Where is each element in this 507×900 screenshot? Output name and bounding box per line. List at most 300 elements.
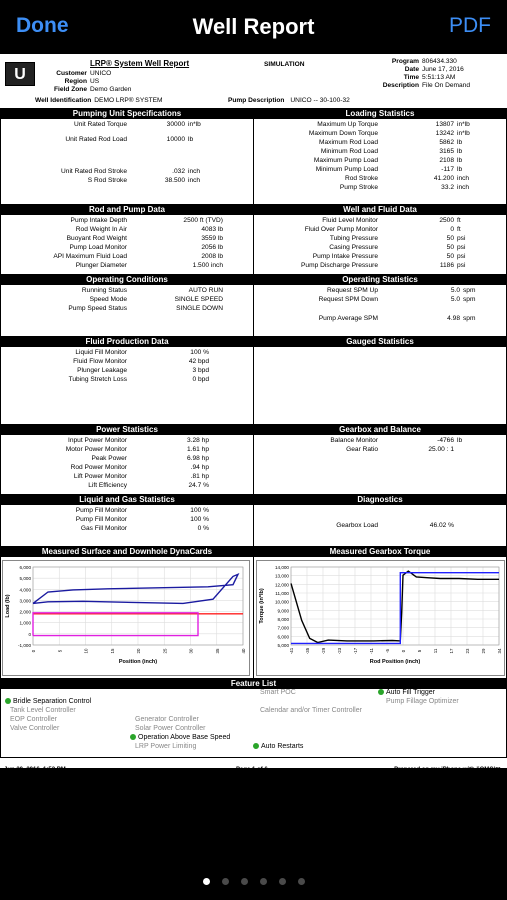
kv-row: [1, 261, 253, 270]
kv-label: Speed Mode: [89, 296, 127, 303]
kv-row: [254, 234, 506, 243]
kv-row: [254, 314, 506, 323]
kv-row: [254, 216, 506, 225]
customer-value: UNICO: [90, 70, 112, 77]
kv-row: [1, 445, 253, 454]
kv-value: 2108: [439, 157, 454, 164]
page-dot[interactable]: [279, 878, 286, 885]
kv-row: [254, 286, 506, 295]
page-control[interactable]: [0, 860, 507, 900]
page-dot[interactable]: [260, 878, 267, 885]
footer-page: Page 1 of 6: [236, 767, 268, 773]
loading-stats-section: [253, 108, 507, 204]
kv-row: [254, 261, 506, 270]
kv-unit: lb: [457, 139, 463, 146]
kv-value: SINGLE DOWN: [176, 305, 223, 312]
kv-value: -117: [441, 166, 454, 173]
kv-value: 3559 lb: [201, 235, 223, 242]
kv-value: 1.61 hp: [187, 446, 209, 453]
feature-item: [10, 724, 59, 733]
page-dot-active[interactable]: [203, 878, 210, 885]
well-id: [35, 96, 163, 105]
kv-row: [1, 234, 253, 243]
x-tick-label: 17: [449, 648, 454, 654]
kv-label: Casing Pressure: [329, 244, 378, 251]
y-tick-label: -1,000: [17, 643, 31, 648]
kv-value: 3 bpd: [192, 367, 209, 374]
op-conditions-title: Operating Conditions: [1, 274, 253, 285]
kv-label: Pump Average SPM: [318, 315, 378, 322]
kv-value: .81 hp: [190, 473, 209, 480]
op-conditions-section: [0, 274, 254, 336]
kv-label: Minimum Rod Load: [320, 148, 378, 155]
kv-row: [1, 348, 253, 357]
fluid-production-rows: [1, 347, 253, 384]
kv-label: Maximum Up Torque: [317, 121, 378, 128]
kv-label: Pump Intake Depth: [70, 217, 127, 224]
pump-label: Pump Description: [228, 97, 285, 104]
feature-item: [260, 706, 362, 715]
gauged-stats-title: Gauged Statistics: [254, 336, 506, 347]
feature-label: EOP Controller: [10, 716, 57, 723]
time-label: Time: [403, 74, 419, 81]
kv-label: Unit Rated Rod Load: [65, 136, 127, 143]
kv-label: Liquid Fill Monitor: [75, 349, 127, 356]
kv-value: 100 %: [190, 507, 209, 514]
kv-value: 1.500 inch: [192, 262, 223, 269]
kv-row: [254, 174, 506, 183]
page-dot[interactable]: [298, 878, 305, 885]
kv-row: [1, 216, 253, 225]
kv-label: API Maximum Fluid Load: [53, 253, 127, 260]
y-tick-label: 5,000: [19, 576, 31, 582]
kv-label: Rod Power Monitor: [70, 464, 127, 471]
kv-value: 38.500: [164, 177, 185, 184]
kv-unit: ft: [457, 226, 461, 233]
check-icon: [130, 734, 136, 740]
y-tick-label: 6,000: [19, 565, 31, 570]
kv-unit: in*lb: [457, 130, 470, 137]
description-value: File On Demand: [422, 82, 471, 89]
op-conditions-rows: [1, 285, 253, 313]
y-tick-label: 12,000: [274, 582, 289, 588]
kv-value: 2008 lb: [201, 253, 223, 260]
program-value: 806434.330: [422, 58, 457, 65]
kv-value: 13242: [435, 130, 454, 137]
unico-logo: U: [5, 62, 35, 86]
page-dot[interactable]: [222, 878, 229, 885]
kv-label: Pump Fill Monitor: [75, 507, 127, 514]
kv-value: 2056 lb: [201, 244, 223, 251]
kv-value: 4.98: [447, 315, 460, 322]
kv-value: 13807: [435, 121, 454, 128]
page-dots[interactable]: [0, 872, 507, 890]
kv-label: Rod Weight In Air: [75, 226, 127, 233]
kv-label: Request SPM Down: [318, 296, 378, 303]
well-fluid-section: [253, 204, 507, 274]
kv-row: [1, 243, 253, 252]
kv-label: Plunger Leakage: [77, 367, 127, 374]
kv-label: Motor Power Monitor: [65, 446, 127, 453]
y-tick-label: 3,000: [19, 598, 31, 604]
kv-value: 5.0: [450, 296, 460, 303]
x-tick-label: -5: [385, 649, 390, 653]
kv-unit: inch: [188, 168, 201, 175]
kv-value: -4766: [437, 437, 454, 444]
x-tick-label: 30: [188, 648, 194, 654]
kv-row: [1, 286, 253, 295]
kv-unit: psi: [457, 235, 466, 242]
kv-row: [254, 243, 506, 252]
kv-label: Maximum Rod Load: [318, 139, 378, 146]
kv-unit: spm: [463, 287, 476, 294]
kv-value: 24.7 %: [188, 482, 209, 489]
dynacard-plot: [3, 561, 249, 675]
kv-label: Lift Efficiency: [88, 482, 127, 489]
feature-label: Auto Fill Trigger: [386, 689, 436, 696]
gearbox-rows: [254, 435, 506, 454]
kv-unit: [454, 445, 457, 454]
kv-row: [1, 304, 253, 313]
kv-row: [1, 366, 253, 375]
kv-unit: psi: [457, 253, 466, 260]
y-tick-label: 10,000: [274, 599, 289, 605]
kv-label: Running Status: [81, 287, 127, 294]
kv-value: 0 %: [197, 525, 209, 532]
gearbox-section: [253, 424, 507, 494]
liquid-gas-section: [0, 494, 254, 546]
kv-label: Peak Power: [91, 455, 127, 462]
field-label: Field Zone: [54, 86, 87, 93]
feature-label: Generator Controller: [135, 716, 199, 723]
kv-value: 5862: [439, 139, 454, 146]
feature-label: Bridle Separation Control: [13, 698, 92, 705]
report-header-right: [350, 58, 505, 90]
kv-row: [1, 375, 253, 384]
kv-unit: inch: [457, 175, 470, 182]
kv-row: [254, 138, 506, 147]
kv-label: Balance Monitor: [330, 437, 378, 444]
kv-row: [254, 165, 506, 174]
power-stats-section: [0, 424, 254, 494]
time-value: 5:51:13 AM: [422, 74, 456, 81]
y-tick-label: 13,000: [274, 573, 289, 579]
kv-unit: psi: [457, 262, 466, 269]
region-label: Region: [64, 78, 87, 85]
series-line-1: [291, 573, 499, 644]
kv-row: [1, 120, 253, 129]
kv-value: 100 %: [190, 516, 209, 523]
kv-row: [1, 463, 253, 472]
power-stats-rows: [1, 435, 253, 490]
x-tick-label: 20: [136, 648, 141, 654]
x-tick-label: 23: [465, 648, 470, 654]
kv-unit: lb: [457, 166, 463, 173]
feature-label: Operation Above Base Speed: [138, 734, 231, 741]
x-tick-label: -35: [305, 647, 310, 655]
kv-row: [254, 120, 506, 129]
kv-row: [1, 454, 253, 463]
customer-label: Customer: [56, 70, 87, 77]
feature-label: LRP Power Limiting: [135, 743, 197, 750]
series-line-0: [291, 571, 499, 642]
torque-title: Measured Gearbox Torque: [254, 546, 506, 557]
kv-row: [1, 481, 253, 490]
kv-row: [254, 436, 506, 445]
well-fluid-title: Well and Fluid Data: [254, 204, 506, 215]
x-tick-label: -11: [369, 647, 374, 655]
torque-plot: [257, 561, 504, 675]
kv-row: [254, 445, 506, 454]
feature-label: Tank Level Controller: [10, 707, 76, 714]
feature-item: [253, 742, 303, 751]
report-header-left: [35, 70, 160, 94]
x-tick-label: 34: [497, 648, 502, 654]
x-tick-label: 5: [417, 649, 422, 653]
kv-value: 50: [446, 253, 454, 260]
kv-label: Rod Stroke: [345, 175, 378, 182]
kv-value: SINGLE SPEED: [174, 296, 223, 303]
kv-label: Maximum Down Torque: [308, 130, 378, 137]
rod-pump-title: Rod and Pump Data: [1, 204, 253, 215]
kv-row: [1, 167, 253, 176]
wellid-label: Well Identification: [35, 97, 92, 104]
kv-value: AUTO RUN: [188, 287, 223, 294]
kv-unit: spm: [463, 296, 476, 303]
torque-chart[interactable]: [256, 560, 505, 676]
power-stats-title: Power Statistics: [1, 424, 253, 435]
kv-label: Pump Load Monitor: [69, 244, 127, 251]
kv-value: 5.0: [450, 287, 460, 294]
done-button[interactable]: Done: [16, 14, 69, 37]
kv-value: 33.2: [441, 184, 454, 191]
footer-prepared: Prepared on my iPhone with 'iOMC'™: [394, 767, 501, 773]
feature-label: Smart POC: [260, 689, 296, 696]
pumping-unit-section: [0, 108, 254, 204]
kv-row: [1, 176, 253, 185]
well-fluid-rows: [254, 215, 506, 270]
y-axis-label: Torque (in*lb): [259, 588, 265, 624]
kv-value: 3.28 hp: [187, 437, 209, 444]
pdf-button[interactable]: PDF: [449, 14, 491, 37]
pump-value: UNICO -- 30-100-32: [290, 97, 350, 104]
dynacard-title: Measured Surface and Downhole DynaCards: [1, 546, 253, 557]
kv-row: [254, 156, 506, 165]
kv-row: [254, 183, 506, 192]
kv-value: 10000: [166, 136, 185, 143]
feature-item: [135, 742, 196, 751]
kv-row: [1, 252, 253, 261]
kv-row: [254, 147, 506, 156]
diagnostics-title: Diagnostics: [254, 494, 506, 505]
y-tick-label: 14,000: [274, 565, 289, 570]
kv-label: Pump Speed Status: [68, 305, 127, 312]
kv-label: Request SPM Up: [327, 287, 378, 294]
kv-value: 50: [446, 244, 454, 251]
kv-value: 0: [450, 226, 454, 233]
diagnostics-section: [253, 494, 507, 546]
y-tick-label: 7,000: [277, 625, 289, 631]
feature-item: [135, 715, 199, 724]
kv-value: 100 %: [190, 349, 209, 356]
feature-item: [260, 688, 296, 697]
date-label: Date: [404, 66, 419, 73]
kv-label: Minimum Pump Load: [315, 166, 378, 173]
kv-value: 30000: [166, 121, 185, 128]
kv-label: Gear Ratio: [346, 446, 378, 453]
liquid-gas-rows: [1, 505, 253, 533]
region-value: US: [90, 78, 100, 85]
date-value: June 17, 2016: [422, 66, 464, 73]
feature-label: Valve Controller: [10, 725, 60, 732]
kv-value: 46.02 %: [429, 522, 454, 529]
gauged-stats-section: [253, 336, 507, 424]
kv-value: 0 bpd: [192, 376, 209, 383]
kv-value: 42 bpd: [188, 358, 209, 365]
feature-item: [130, 733, 230, 742]
kv-row: [1, 472, 253, 481]
feature-item: [5, 697, 91, 706]
kv-row: [1, 436, 253, 445]
kv-row: [1, 131, 253, 149]
kv-label: Gas Fill Monitor: [80, 525, 127, 532]
kv-label: Gearbox Load: [336, 522, 378, 529]
kv-label: Input Power Monitor: [67, 437, 127, 444]
kv-label: Plunger Diameter: [75, 262, 127, 269]
kv-value: 6.98 hp: [187, 455, 209, 462]
kv-unit: lb: [188, 136, 194, 143]
loading-stats-title: Loading Statistics: [254, 108, 506, 119]
kv-row: [1, 506, 253, 515]
feature-item: [135, 724, 205, 733]
kv-label: Unit Rated Torque: [73, 121, 127, 128]
x-tick-label: -29: [321, 647, 326, 655]
y-tick-label: 5,000: [277, 643, 289, 648]
kv-unit: in*lb: [457, 121, 470, 128]
feature-label: Pump Fillage Optimizer: [386, 698, 459, 705]
kv-label: Tubing Pressure: [329, 235, 378, 242]
program-label: Program: [391, 58, 419, 65]
kv-label: Tubing Stretch Loss: [68, 376, 127, 383]
gearbox-title: Gearbox and Balance: [254, 424, 506, 435]
x-tick-label: 10: [83, 648, 89, 654]
field-value: Demo Garden: [90, 86, 132, 93]
op-stats-title: Operating Statistics: [254, 274, 506, 285]
feature-label: Calendar and/or Timer Controller: [260, 707, 362, 714]
mode-label: SIMULATION: [264, 61, 305, 68]
y-tick-label: 0: [28, 631, 31, 637]
pumping-unit-title: Pumping Unit Specifications: [1, 108, 253, 119]
report-page[interactable]: [0, 54, 507, 773]
x-axis-label: Position (inch): [118, 659, 158, 665]
kv-label: Lift Power Monitor: [73, 473, 127, 480]
kv-unit: lb: [457, 148, 463, 155]
kv-unit: spm: [463, 315, 476, 322]
kv-value: .032: [172, 168, 185, 175]
kv-value: .94 hp: [190, 464, 209, 471]
kv-row: [1, 515, 253, 524]
kv-row: [254, 252, 506, 261]
feature-item: [10, 715, 57, 724]
kv-label: Pump Discharge Pressure: [301, 262, 378, 269]
kv-row: [254, 129, 506, 138]
kv-label: Fluid Flow Monitor: [73, 358, 127, 365]
x-tick-label: 5: [57, 649, 63, 653]
kv-value: 25.00 : 1: [428, 446, 454, 453]
report-title: LRP® System Well Report: [90, 59, 190, 68]
feature-label: Auto Restarts: [261, 743, 304, 750]
kv-row: [254, 521, 506, 530]
kv-value: 4083 lb: [201, 226, 223, 233]
fluid-production-title: Fluid Production Data: [1, 336, 253, 347]
feature-item: [378, 688, 435, 697]
check-icon: [253, 743, 259, 749]
description-label: Description: [382, 82, 419, 89]
rod-pump-rows: [1, 215, 253, 270]
kv-value: 3165: [439, 148, 454, 155]
check-icon: [5, 698, 11, 704]
x-tick-label: 40: [241, 648, 246, 654]
kv-label: Maximum Pump Load: [313, 157, 378, 164]
footer-date: Jun 30, 2016, 1:52 PM: [4, 767, 66, 773]
navigation-bar: [0, 0, 507, 54]
kv-row: [1, 225, 253, 234]
x-tick-label: 35: [214, 648, 220, 654]
x-tick-label: 15: [109, 648, 115, 654]
kv-row: [1, 295, 253, 304]
op-stats-section: [253, 274, 507, 336]
kv-unit: lb: [457, 437, 463, 444]
kv-label: Fluid Level Monitor: [322, 217, 378, 224]
pump-description: [228, 96, 350, 105]
dynacard-chart[interactable]: [2, 560, 250, 676]
kv-unit: inch: [457, 184, 470, 191]
y-tick-label: 4,000: [19, 587, 31, 593]
feature-list-title: Feature List: [1, 678, 506, 689]
kv-unit: in*lb: [188, 121, 201, 128]
x-tick-label: -23: [337, 647, 342, 655]
kv-value: 2500 ft (TVD): [183, 217, 223, 224]
x-axis-label: Rod Position (inch): [369, 659, 421, 665]
kv-row: [254, 225, 506, 234]
y-tick-label: 2,000: [19, 609, 31, 615]
kv-row: [254, 295, 506, 304]
y-tick-label: 1,000: [19, 620, 31, 626]
kv-unit: psi: [457, 244, 466, 251]
series-line-0: [33, 574, 238, 603]
y-tick-label: 6,000: [277, 634, 289, 640]
y-tick-label: 11,000: [275, 591, 289, 596]
kv-row: [1, 357, 253, 366]
kv-unit: inch: [188, 177, 201, 184]
check-icon: [378, 689, 384, 695]
feature-item: [10, 706, 76, 715]
rod-pump-section: [0, 204, 254, 274]
kv-unit: lb: [457, 157, 463, 164]
x-tick-label: 25: [162, 648, 168, 654]
kv-value: 2500: [439, 217, 454, 224]
loading-stats-rows: [254, 119, 506, 192]
x-tick-label: -17: [353, 647, 358, 655]
x-tick-label: 11: [433, 648, 438, 654]
kv-label: Pump Intake Pressure: [312, 253, 378, 260]
x-tick-label: 0: [401, 649, 406, 653]
kv-value: 50: [446, 235, 454, 242]
page-dot[interactable]: [241, 878, 248, 885]
feature-label: Solar Power Controller: [135, 725, 206, 732]
fluid-production-section: [0, 336, 254, 424]
feature-item: [386, 697, 459, 706]
